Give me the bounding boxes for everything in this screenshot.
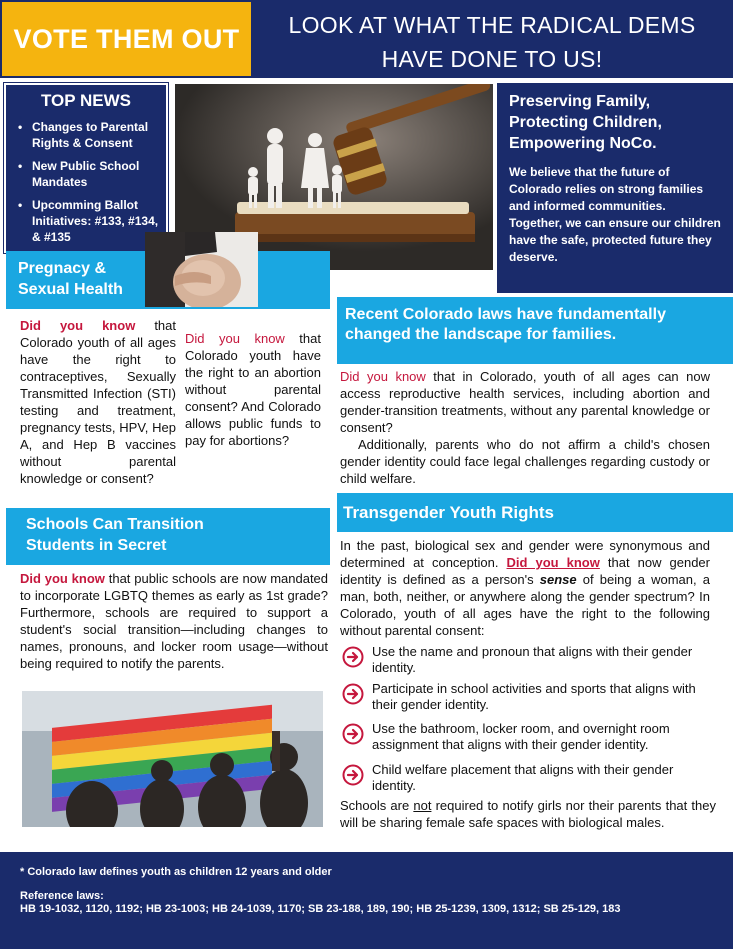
rights-list-item	[342, 721, 714, 753]
schools-text: that public schools are now mandated to incorporate LGBTQ themes as early as 1st grade? Furthermore, schools are required to support a student's social transition—including changes to names, pronouns, and locker room usage—without being required to notify the parents.	[20, 571, 329, 671]
mission-title: Preserving Family, Protecting Children, Empowering NoCo.	[509, 93, 662, 152]
transgender-heading	[337, 493, 733, 532]
vote-label: VOTE THEM OUT	[13, 23, 240, 54]
rights-item-text: Use the bathroom, locker room, and overnight room assignment that aligns with their gender identity.	[372, 721, 670, 752]
transgender-text-b: that now gender identity is defined as a person's	[340, 555, 710, 587]
pregnancy-title-line1: Pregnacy &	[18, 260, 107, 277]
pregnancy-text-2: that Colorado youth have the right to an abortion without parental consent? And Colorado allows public funds to pay for abortions?	[185, 331, 321, 448]
transgender-title: Transgender Youth Rights	[343, 503, 554, 522]
schools-title-line2: Students in Secret	[26, 537, 167, 554]
top-news-item: • Upcomming Ballot Initiatives: #133, #134, & #135	[12, 197, 160, 245]
sense-emphasis: sense	[539, 572, 577, 587]
pregnant-belly-illustration	[145, 232, 258, 307]
pregnancy-paragraph-1	[20, 317, 176, 487]
pride-flag-illustration	[22, 691, 323, 827]
pregnant-woman-photo	[145, 232, 258, 307]
headline-line1: LOOK AT WHAT THE RADICAL DEMS	[288, 12, 696, 38]
recent-laws-heading	[337, 297, 733, 364]
top-news-panel	[4, 83, 168, 253]
pregnancy-title-line2: Sexual Health	[18, 281, 123, 298]
transgender-paragraph	[340, 537, 710, 639]
footer-note: * Colorado law defines youth as children 12 years and older	[20, 866, 332, 878]
headline-line2: HAVE DONE TO US!	[381, 46, 603, 72]
schools-heading	[6, 508, 330, 565]
rights-item-text: Child welfare placement that aligns with their gender identity.	[372, 762, 674, 793]
rights-list-item	[342, 681, 714, 713]
rights-list-item	[342, 644, 714, 676]
arrow-circle-icon	[342, 646, 364, 668]
rights-item-text: Participate in school activities and sports that aligns with their gender identity.	[372, 681, 696, 712]
did-you-know-label: Did you know	[340, 369, 426, 384]
footer	[0, 852, 733, 949]
did-you-know-label: Did you know	[20, 571, 105, 586]
schools-paragraph	[20, 570, 328, 672]
transgender-text-c: of being a woman, a man, both, neither, or anywhere along the gender spectrum? In Colorado, youth of all ages have the right to the following without parental consent:	[340, 572, 710, 638]
schools-notify-paragraph	[340, 797, 716, 831]
did-you-know-label: Did you know	[20, 318, 136, 333]
rights-item-text: Use the name and pronoun that aligns with their gender identity.	[372, 644, 693, 675]
recent-laws-paragraph-2: Additionally, parents who do not affirm a child's chosen gender identity could face legal challenges regarding custody or child welfare.	[340, 437, 710, 486]
recent-laws-text-1: that in Colorado, youth of all ages can now access reproductive health services, including abortion and gender-transition treatments, without any parental knowledge or consent?	[340, 369, 710, 435]
recent-laws-title: Recent Colorado laws have fundamentally changed the landscape for families.	[345, 306, 666, 343]
did-you-know-link: Did you know	[506, 555, 600, 570]
notify-text-a: Schools are	[340, 798, 414, 813]
footer-refs: HB 19-1032, 1120, 1192; HB 23-1003; HB 24-1039, 1170; SB 23-188, 189, 190; HB 25-1239, 1309, 1312; SB 25-129, 183	[20, 903, 621, 915]
rights-list	[342, 644, 714, 800]
notify-text-b: required to notify girls nor their parents that they will be sharing female safe spaces with biological males.	[340, 798, 716, 830]
arrow-circle-icon	[342, 723, 364, 745]
pregnancy-text-1: that Colorado youth of all ages have the right to contraceptives, Sexually Transmitted Infection (STI) testing and treatment, pregnancy tests, HPV, Hep A, and Hep B vaccines without parental knowledge or consent?	[20, 318, 177, 486]
recent-laws-body	[340, 368, 710, 487]
vote-them-out-banner	[0, 0, 251, 78]
arrow-circle-icon	[342, 683, 364, 705]
mission-panel	[497, 83, 733, 293]
top-news-title: TOP NEWS	[40, 91, 132, 110]
pride-flag-photo	[22, 691, 323, 827]
recent-laws-paragraph-1	[340, 368, 710, 436]
arrow-circle-icon	[342, 764, 364, 786]
schools-title-line1: Schools Can Transition	[26, 516, 204, 533]
footer-ref-label: Reference laws:	[20, 890, 104, 902]
rights-list-item	[342, 762, 714, 794]
pregnancy-paragraph-2	[185, 330, 321, 449]
top-news-item: • Changes to Parental Rights & Consent	[12, 119, 160, 151]
top-news-list	[12, 119, 160, 245]
notify-not-emphasis: not	[413, 798, 432, 813]
transgender-text-a: In the past, biological sex and gender were synonymous and determined at conception.	[340, 538, 710, 570]
mission-body: We believe that the future of Colorado relies on strong families and informed communities. Together, we can ensure our children have the safe, protected future they deserve.	[509, 165, 721, 264]
did-you-know-label: Did you know	[185, 331, 285, 346]
headline-banner	[251, 0, 733, 78]
top-news-item: • New Public School Mandates	[12, 158, 160, 190]
